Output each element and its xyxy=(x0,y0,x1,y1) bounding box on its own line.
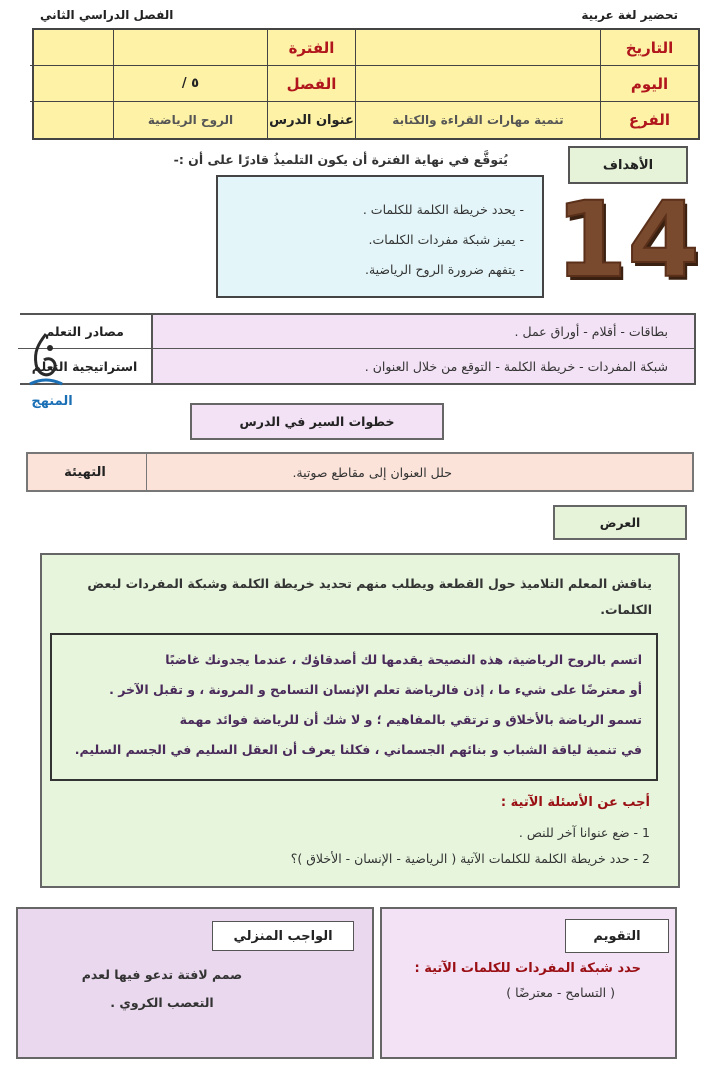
page-heading: تحضير لغة عربية xyxy=(581,8,678,22)
sources-value: بطاقات - أقلام - أوراق عمل . xyxy=(151,315,694,349)
homework-box xyxy=(16,907,374,1059)
lesson-title-extra xyxy=(30,102,113,138)
class-extra xyxy=(30,66,113,102)
strategy-label: استراتيجية التعلم xyxy=(18,349,151,383)
branch-label: الفرع xyxy=(600,102,698,138)
presentation-intro: يناقش المعلم التلاميذ حول القطعة ويطلب منهم تحديد خريطة الكلمة وشبكة المفردات لبعض الكلمات. xyxy=(87,576,652,617)
logo-text: المنهج xyxy=(31,394,73,409)
publisher-logo xyxy=(20,330,72,430)
lesson-number: 14 xyxy=(555,179,700,301)
semester-label: الفصل الدراسي الثاني xyxy=(40,8,174,22)
passage-line: تسمو الرياضة بالأخلاق و ترتقي بالمفاهيم ؛ و لا شك أن للرياضة فوائد مهمة xyxy=(179,712,642,727)
questions-title: أجب عن الأسئلة الآتية : xyxy=(500,795,650,810)
question-item: 2 - حدد خريطة الكلمة للكلمات الآتية ( الرياضية - الإنسان - الأخلاق )؟ xyxy=(290,851,650,866)
strategy-value: شبكة المفردات - خريطة الكلمة - التوقع من خلال العنوان . xyxy=(151,349,694,383)
question-item: 1 - ضع عنوانا آخر للنص . xyxy=(518,825,650,840)
warmup-value: حلل العنوان إلى مقاطع صوتية. xyxy=(146,454,692,490)
lesson-title-value: الروح الرياضية xyxy=(113,102,267,138)
sources-label: مصادر التعلم xyxy=(18,315,151,349)
reading-passage xyxy=(50,633,658,781)
lesson-info-table xyxy=(32,28,700,140)
class-value: ٥ / xyxy=(113,66,267,102)
warmup-row xyxy=(26,452,694,492)
assessment-box xyxy=(380,907,677,1059)
objectives-title: الأهداف xyxy=(568,146,688,184)
assessment-words: ( التسامح - معترضًا ) xyxy=(506,985,615,1000)
passage-line: اتسم بالروح الرياضية، هذه النصيحة يقدمها لك أصدقاؤك ، عندما يجدونك غاضبًا xyxy=(165,652,642,667)
class-label: الفصل xyxy=(267,66,355,102)
branch-value: تنمية مهارات القراءة والكتابة xyxy=(355,102,600,138)
objectives-intro: يُتوقَّع في نهاية الفترة أن يكون التلميذُ قادرًا على أن :- xyxy=(173,152,508,167)
objectives-box xyxy=(216,175,544,298)
period-extra xyxy=(30,30,113,66)
homework-title: الواجب المنزلي xyxy=(212,921,354,951)
date-label: التاريخ xyxy=(600,30,698,66)
logo-icon xyxy=(20,330,72,430)
objective-item: - يحدد خريطة الكلمة للكلمات . xyxy=(362,202,524,217)
resources-table xyxy=(20,313,696,385)
passage-line: أو معترضًا على شيء ما ، إذن فالرياضة تعلم الإنسان التسامح و المرونة ، و تقبل الآخر . xyxy=(109,682,642,697)
presentation-box xyxy=(40,553,680,888)
passage-line: في تنمية لياقة الشباب و بنائهم الجسماني ، فكلنا يعرف أن العقل السليم في الجسم السليم. xyxy=(74,742,642,757)
steps-title: خطوات السير في الدرس xyxy=(190,403,444,440)
date-value xyxy=(355,30,600,66)
period-value xyxy=(113,30,267,66)
assessment-title: التقويم xyxy=(565,919,669,953)
lesson-title-label: عنوان الدرس xyxy=(267,102,355,138)
period-label: الفترة xyxy=(267,30,355,66)
assessment-question: حدد شبكة المفردات للكلمات الآتية : xyxy=(414,961,641,976)
objective-item: - يميز شبكة مفردات الكلمات. xyxy=(368,232,524,247)
day-value xyxy=(355,66,600,102)
warmup-label: التهيئة xyxy=(64,464,106,480)
presentation-title: العرض xyxy=(553,505,687,540)
day-label: اليوم xyxy=(600,66,698,102)
objective-item: - يتفهم ضرورة الروح الرياضية. xyxy=(364,262,524,277)
homework-text: صمم لافتة تدعو فيها لعدم التعصب الكروي . xyxy=(81,967,243,1010)
